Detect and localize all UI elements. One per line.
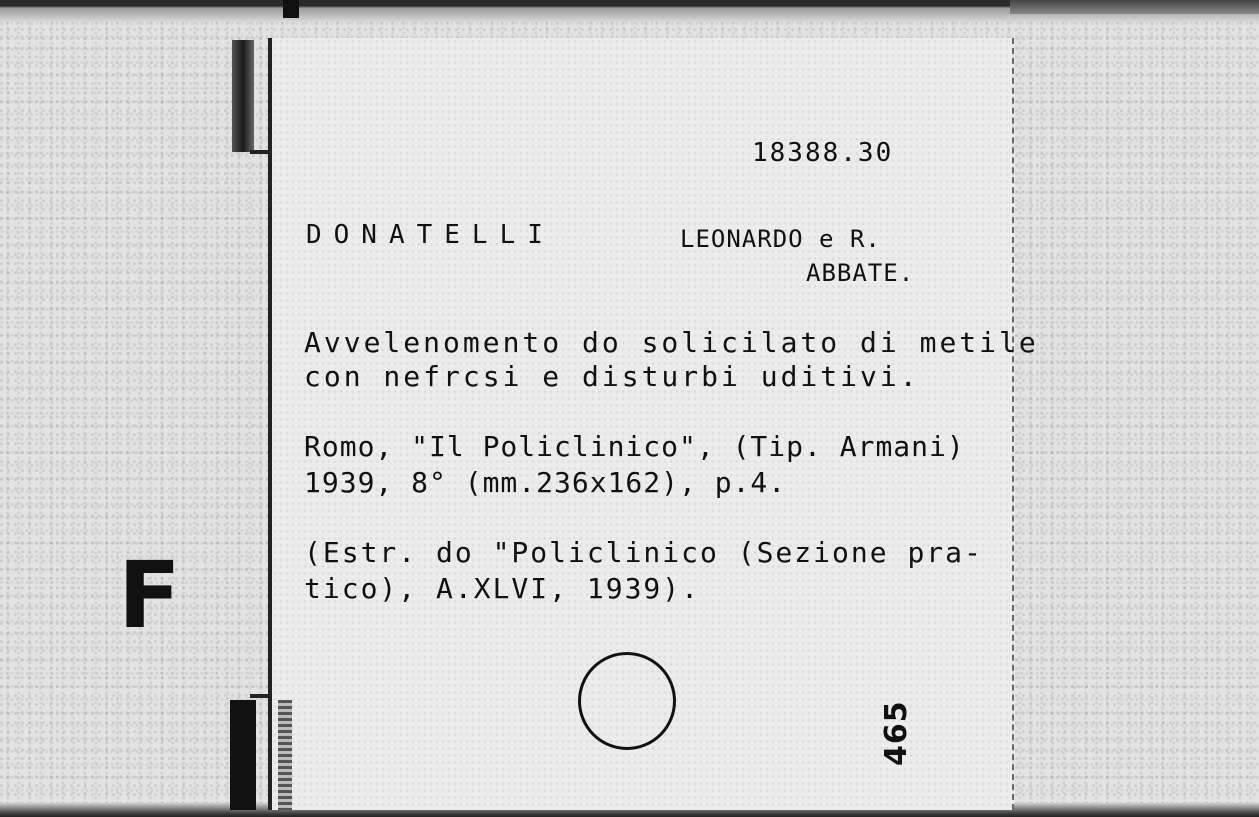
note-line: tico), A.XLVI, 1939). [304, 572, 701, 605]
drawer-letter: F [118, 542, 181, 649]
author-second: ABBATE. [806, 259, 915, 287]
card-edge-stamp [278, 700, 292, 810]
imprint-line: 1939, 8° (mm.236x162), p.4. [304, 466, 787, 499]
title-line: con nefrcsi e disturbi uditivi. [304, 360, 920, 393]
punch-hole [578, 652, 676, 750]
note-line: (Estr. do "Policlinico (Sezione pra- [304, 536, 983, 569]
author-surname: DONATELLI [306, 220, 555, 250]
catalog-number: 18388.30 [752, 138, 894, 168]
top-right-strip [1010, 0, 1259, 14]
left-divider-strip-top [232, 40, 254, 152]
title-line: Avvelenomento do solicilato di metile [304, 326, 1039, 359]
imprint-line: Romo, "Il Policlinico", (Tip. Armani) [304, 430, 965, 463]
side-number: 465 [879, 700, 914, 766]
left-divider-strip-bottom [230, 700, 256, 810]
top-tab-marker [283, 0, 299, 18]
author-given-names: LEONARDO e R. [680, 225, 881, 253]
